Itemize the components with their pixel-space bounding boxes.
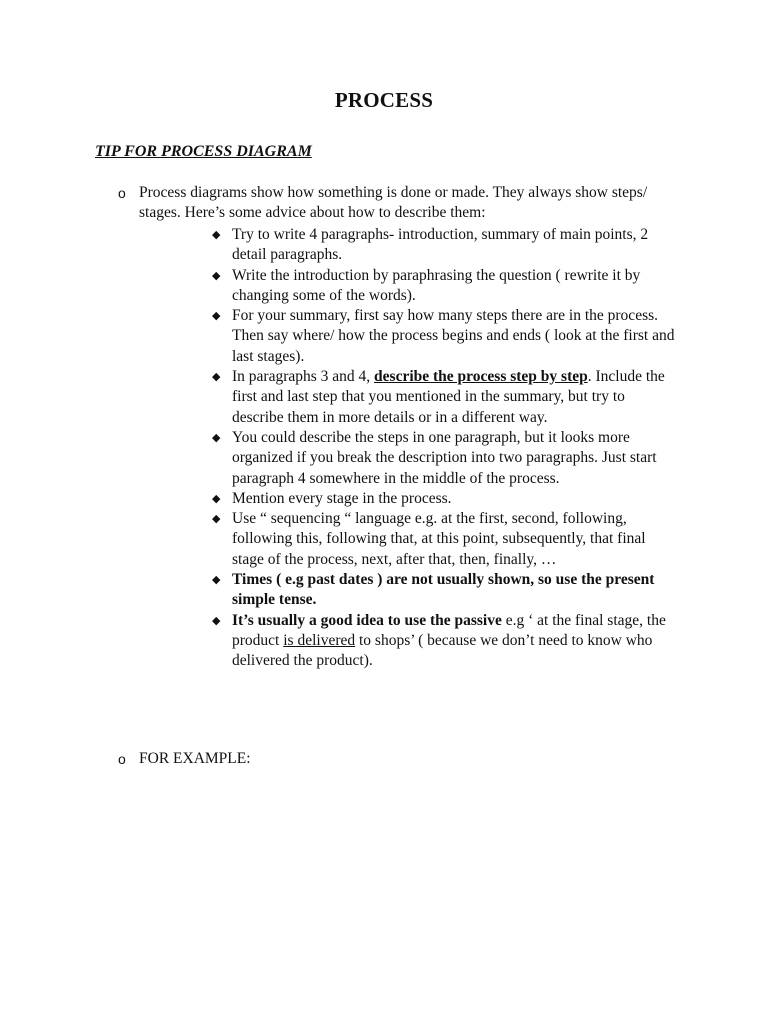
list-item-text: Process diagrams show how something is done or made. They always show steps/ stages. Here’s some advice about how to describe them: <box>139 184 648 222</box>
list-item-process-diagrams <box>118 183 688 224</box>
advice-underlined: is delivered <box>283 631 356 649</box>
advice-list <box>210 225 680 672</box>
advice-text: You could describe the steps in one paragraph, but it looks more organized if you break the description into two paragraphs. Just start paragraph 4 somewhere in the middle of the process. <box>232 428 657 487</box>
list-item-text: FOR EXAMPLE: <box>139 750 251 767</box>
advice-item-two-paragraphs <box>210 428 680 489</box>
advice-text: Use “ sequencing “ language e.g. at the first, second, following, following this, following that, at this point, subsequently, that final stage of the process, next, after that, then, finally, … <box>232 510 646 568</box>
circle-bullet-icon: o <box>118 751 126 767</box>
tip-heading: TIP FOR PROCESS DIAGRAM <box>95 143 312 160</box>
advice-text-post: . Include the first and last step that you mentioned in the summary, but try to describe them in more details or in a different way. <box>232 368 665 426</box>
advice-item-every-stage <box>210 489 680 509</box>
diamond-bullet-icon: ◆ <box>212 613 221 627</box>
page-title: PROCESS <box>334 88 434 112</box>
diamond-bullet-icon: ◆ <box>212 370 221 384</box>
advice-emphasis: describe the process step by step <box>374 368 588 386</box>
list-item-example <box>118 749 688 769</box>
advice-item-summary <box>210 306 680 367</box>
diamond-bullet-icon: ◆ <box>212 573 221 587</box>
advice-item-tense <box>210 570 680 611</box>
advice-item-sequencing <box>210 509 680 570</box>
advice-emphasis: It’s usually a good idea to use the passive <box>232 611 502 629</box>
advice-text: Try to write 4 paragraphs- introduction, summary of main points, 2 detail paragraphs. <box>232 226 649 264</box>
diamond-bullet-icon: ◆ <box>212 268 221 282</box>
diamond-bullet-icon: ◆ <box>212 309 221 323</box>
diamond-bullet-icon: ◆ <box>212 430 221 444</box>
diamond-bullet-icon: ◆ <box>212 512 221 526</box>
advice-text: Times ( e.g past dates ) are not usually shown, so use the present simple tense. <box>232 571 655 609</box>
diamond-bullet-icon: ◆ <box>212 228 221 241</box>
advice-item-step-by-step <box>210 367 680 428</box>
advice-item-paragraphs <box>210 225 680 266</box>
advice-text-post: to shops’ ( because we don’t need to know who delivered the product). <box>232 631 653 670</box>
advice-text-pre: In paragraphs 3 and 4, <box>232 368 375 386</box>
circle-bullet-icon: o <box>118 185 126 201</box>
advice-text: Write the introduction by paraphrasing the question ( rewrite it by changing some of the words). <box>232 266 641 304</box>
advice-text-mid: e.g ‘ at the final stage, the product <box>232 611 666 649</box>
advice-text: For your summary, first say how many steps there are in the process. Then say where/ how the process begins and ends ( look at the first and last stages). <box>232 307 675 365</box>
diamond-bullet-icon: ◆ <box>212 491 221 505</box>
advice-item-introduction <box>210 266 680 307</box>
advice-item-passive <box>210 611 680 672</box>
advice-text: Mention every stage in the process. <box>232 489 452 507</box>
